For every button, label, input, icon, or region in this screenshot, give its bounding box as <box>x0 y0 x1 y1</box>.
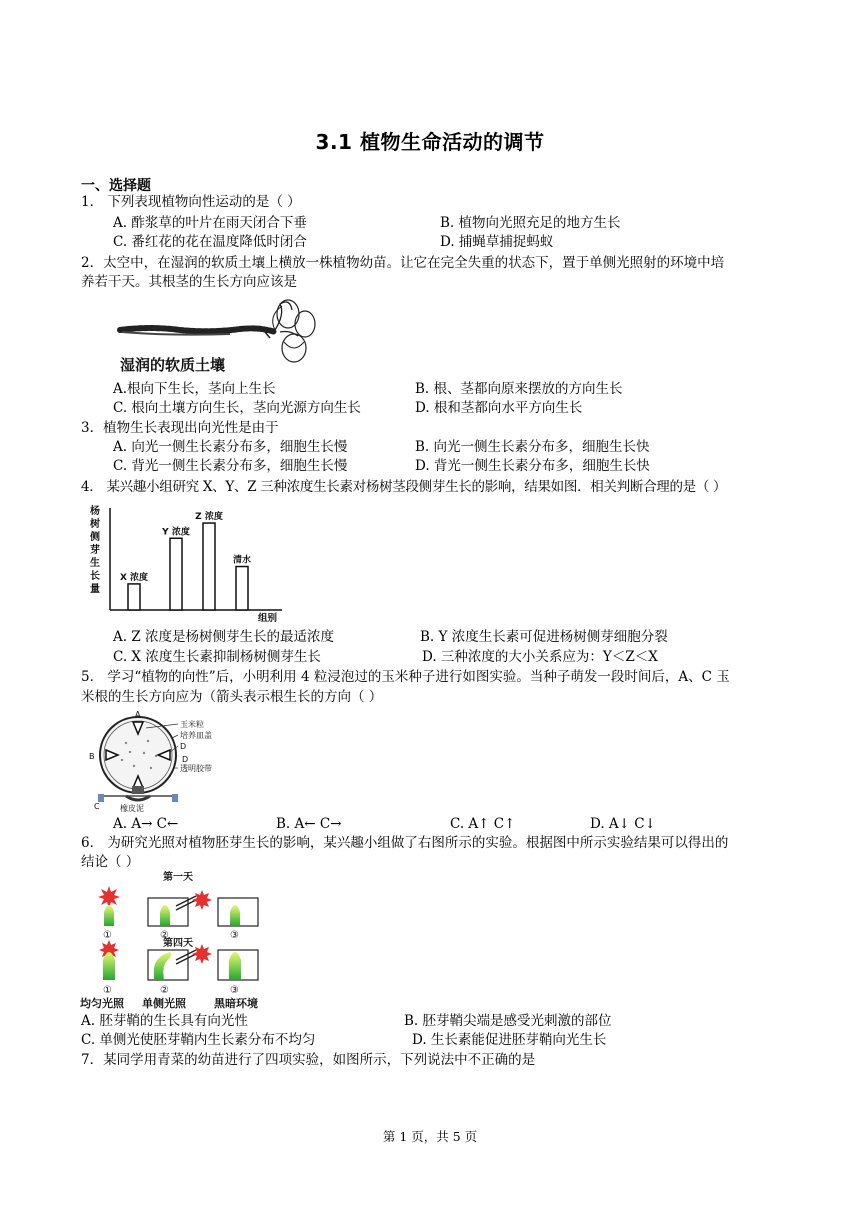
question-1-option-d: D. 捕蝇草捕捉蚂蚁 <box>440 234 554 250</box>
question-2-option-b: B. 根、茎都向原来摆放的方向生长 <box>415 381 623 397</box>
bar-label-2: Z 浓度 <box>195 512 223 523</box>
question-5-stem-line2: 米根的生长方向应为（箭头表示根生长的方向（ ） <box>81 689 383 705</box>
question-2-option-d: D. 根和茎都向水平方向生长 <box>415 400 583 416</box>
corn-seed-dish-figure <box>86 708 226 814</box>
condition-label-unilateral: 单侧光照 <box>142 997 186 1010</box>
question-5-option-d: D. A↓ C↓ <box>590 816 656 832</box>
bar-label-3: 清水 <box>232 555 252 566</box>
question-5-option-a: A. A→ C← <box>113 816 179 832</box>
question-4-option-d: D. 三种浓度的大小关系应为：Y＜Z＜X <box>422 649 658 665</box>
question-1-option-a: A. 酢浆草的叶片在雨天闭合下垂 <box>113 215 307 231</box>
question-4-stem: 4． 某兴趣小组研究 X、Y、Z 三种浓度生长素对杨树茎段侧芽生长的影响，结果如图．相关判断合理的是（ ） <box>81 479 727 495</box>
dish-label-clay: 橡皮泥 <box>120 804 144 813</box>
question-1-option-b: B. 植物向光照充足的地方生长 <box>440 215 621 231</box>
question-2-option-c: C. 根向土壤方向生长，茎向光源方向生长 <box>113 400 361 416</box>
seed-label-a: A <box>135 710 141 719</box>
question-4-option-b: B. Y 浓度生长素可促进杨树侧芽细胞分裂 <box>420 629 668 645</box>
day-four-num-3: ③ <box>230 985 239 996</box>
dish-label-seed: 玉米粒 <box>180 720 204 729</box>
question-7-stem: 7．某同学用青菜的幼苗进行了四项实验，如图所示，下列说法中不正确的是 <box>81 1052 536 1068</box>
question-6-option-a: A. 胚芽鞘的生长具有向光性 <box>81 1013 248 1029</box>
day-one-num-1: ① <box>103 930 112 941</box>
bar-1 <box>170 538 182 610</box>
bar-3 <box>236 567 248 610</box>
day-four-label: 第四天 <box>163 938 193 949</box>
question-4-option-a: A. Z 浓度是杨树侧芽生长的最适浓度 <box>113 629 335 645</box>
condition-label-uniform: 均匀光照 <box>80 997 124 1010</box>
y-label-char: 生 <box>90 558 100 569</box>
day-four-num-2: ② <box>160 985 169 996</box>
y-label-char: 树 <box>90 519 100 530</box>
y-label-char: 芽 <box>90 545 100 556</box>
question-6-option-b: B. 胚芽鞘尖端是感受光刺激的部位 <box>404 1013 612 1029</box>
question-3-stem: 3．植物生长表现出向光性是由于 <box>81 420 279 436</box>
question-4-option-c: C. X 浓度生长素抑制杨树侧芽生长 <box>113 649 321 665</box>
question-6-stem-line1: 6． 为研究光照对植物胚芽生长的影响，某兴趣小组做了右图所示的实验。根据图中所示实验结果可以得出的 <box>81 835 729 851</box>
question-6-stem-line2: 结论（ ） <box>81 854 140 870</box>
growth-bar-chart <box>80 500 300 622</box>
soil-label: 湿润的软质土壤 <box>120 356 226 374</box>
question-2-option-a: A.根向下生长，茎向上生长 <box>113 381 276 397</box>
question-3-option-d: D. 背光一侧生长素分布多，细胞生长快 <box>415 458 650 474</box>
day-four-num-1: ① <box>103 985 112 996</box>
page-title: 3.1 植物生命活动的调节 <box>315 130 545 154</box>
seed-label-c: C <box>94 802 100 811</box>
question-5-stem-line1: 5． 学习“植物的向性”后，小明利用 4 粒浸泡过的玉米种子进行如图实验。当种子萌发一段时间后，A、C 玉 <box>81 669 730 685</box>
coleoptile-light-experiment-figure <box>80 868 276 1010</box>
section-title: 一、选择题 <box>81 178 151 194</box>
day-one-num-2: ② <box>160 930 169 941</box>
question-1-option-c: C. 番红花的花在温度降低时闭合 <box>113 234 307 250</box>
question-6-option-d: D. 生长素能促进胚芽鞘向光生长 <box>412 1032 607 1048</box>
question-3-option-a: A. 向光一侧生长素分布多，细胞生长慢 <box>113 439 348 455</box>
chart-y-axis-label <box>89 504 100 595</box>
question-3-option-b: B. 向光一侧生长素分布多，细胞生长快 <box>415 439 650 455</box>
question-3-option-c: C. 背光一侧生长素分布多，细胞生长慢 <box>113 458 348 474</box>
y-label-char: 长 <box>90 571 100 582</box>
condition-label-dark: 黑暗环境 <box>214 997 258 1010</box>
bar-label-1: Y 浓度 <box>162 527 190 538</box>
seed-label-d: D <box>182 755 189 764</box>
seedling-on-soil-figure <box>110 296 325 376</box>
page-footer: 第 1 页，共 5 页 <box>382 1129 478 1144</box>
bar-label-0: X 浓度 <box>119 572 149 583</box>
question-6-option-c: C. 单侧光使胚芽鞘内生长素分布不均匀 <box>81 1032 316 1048</box>
bar-0 <box>128 584 140 610</box>
question-2-stem-line2: 养若干天。其根茎的生长方向应该是 <box>81 274 297 290</box>
chart-x-axis-label: 组别 <box>258 613 278 622</box>
day-one-num-3: ③ <box>230 930 239 941</box>
question-5-option-b: B. A← C→ <box>276 816 342 832</box>
y-label-char: 量 <box>90 584 100 595</box>
day-one-label: 第一天 <box>163 872 193 883</box>
dish-label-tape: 透明胶带 <box>180 764 212 773</box>
y-label-char: 侧 <box>90 532 100 543</box>
bar-2 <box>203 523 215 610</box>
y-label-char: 杨 <box>90 506 100 517</box>
dish-label-d: D <box>180 742 187 751</box>
seed-label-b: B <box>89 752 95 761</box>
question-1-stem: 1． 下列表现植物向性运动的是（ ） <box>81 194 301 210</box>
question-5-option-c: C. A↑ C↑ <box>450 816 516 832</box>
dish-label-lid: 培养皿盖 <box>180 731 212 740</box>
question-2-stem-line1: 2．太空中，在湿润的软质土壤上横放一株植物幼苗。让它在完全失重的状态下，置于单侧光照射的环境中培 <box>81 255 725 271</box>
